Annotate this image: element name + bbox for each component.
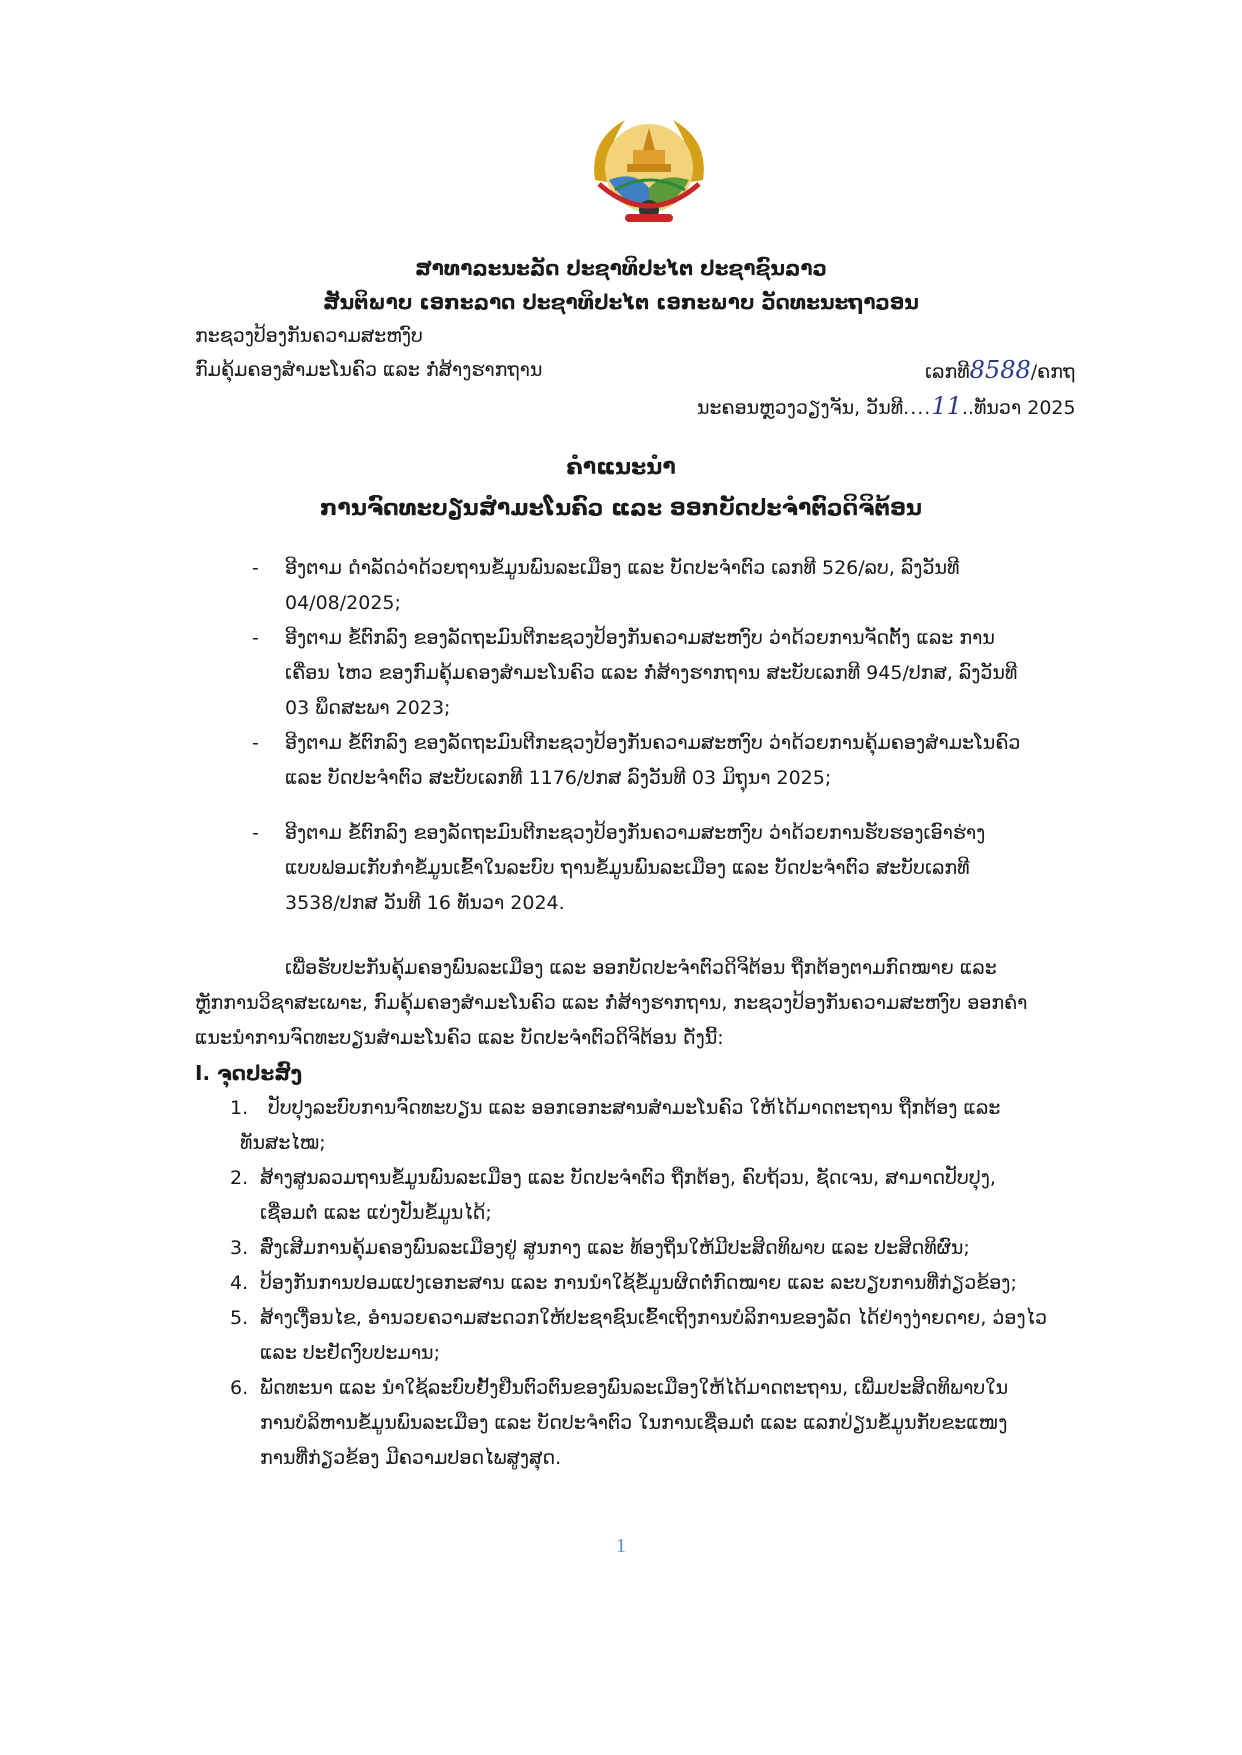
title-line-2: ການຈົດທະບຽນສຳມະໂນຄົວ ແລະ ອອກບັດປະຈຳຕົວດິຈິຕ້ອນ [320,496,922,521]
national-motto: ສັນຕິພາບ ເອກະລາດ ປະຊາທິປະໄຕ ເອກະພາບ ວັດທະນະຖາວອນ [323,290,919,314]
document-date [697,393,1076,421]
objective-line: ພັດທະນາ ແລະ ນຳໃຊ້ລະບົບຢັ້ງຢືນຕົວຕົນຂອງພົນລະເມືອງໃຫ້ໄດ້ມາດຕະຖານ, ເພີ່ມປະສິດທິພາບໃນ [260,1377,1009,1399]
intro-line: ເພື່ອຮັບປະກັນຄຸ້ມຄອງພົນລະເມືອງ ແລະ ອອກບັດປະຈຳຕົວດິຈິຕ້ອນ ຖືກຕ້ອງຕາມກົດໝາຍ ແລະ [285,957,997,979]
reference-line: ອີງຕາມ ຂໍ້ຕົກລົງ ຂອງລັດຖະມົນຕີກະຊວງປ້ອງກັນຄວາມສະຫງົບ ວ່າດ້ວຍການຈັດຕັ້ງ ແລະ ການ [285,627,995,649]
number-suffix: /ຄກຖ [1030,361,1076,383]
section-heading: I. ຈຸດປະສົງ [195,1061,303,1085]
objective-line: ສ້າງສູນລວມຖານຂໍ້ມູນພົນລະເມືອງ ແລະ ບັດປະຈຳຕົວ ຖືກຕ້ອງ, ຄົບຖ້ວນ, ຊັດເຈນ, ສາມາດປັບປຸງ, [260,1167,996,1189]
item-number: 3. [230,1237,249,1259]
date-prefix: ນະຄອນຫຼວງວຽງຈັນ, ວັນທີ [697,397,904,419]
reference-dash: - [252,732,259,754]
title-line-1: ຄຳແນະນຳ [566,455,676,480]
item-number: 5. [230,1307,249,1329]
number-label: ເລກທີ [925,361,970,383]
ministry-name: ກະຊວງປ້ອງກັນຄວາມສະຫງົບ [195,325,423,347]
intro-line: ຫຼັກການວິຊາສະເພາະ, ກົມຄຸ້ມຄອງສຳມະໂນຄົວ ແລະ ກໍ່ສ້າງຮາກຖານ, ກະຊວງປ້ອງກັນຄວາມສະຫງົບ ອອກຄຳ [195,992,1028,1014]
objective-line: ປ້ອງກັນການປອມແປງເອກະສານ ແລະ ການນຳໃຊ້ຂໍ້ມູນຜິດຕໍ່ກົດໝາຍ ແລະ ລະບຽບການທີ່ກ່ຽວຂ້ອງ; [260,1272,1017,1294]
national-emblem-icon [585,110,713,228]
reference-dash: - [252,822,259,844]
objective-line: ການບໍລິຫານຂໍ້ມູນພົນລະເມືອງ ແລະ ບັດປະຈຳຕົວ ໃນການເຊື່ອມຕໍ່ ແລະ ແລກປ່ຽນຂໍ້ມູນກັບຂະແໜງ [260,1412,1008,1434]
objective-line: ປັບປຸງລະບົບການຈົດທະບຽນ ແລະ ອອກເອກະສານສຳມະໂນຄົວ ໃຫ້ໄດ້ມາດຕະຖານ ຖືກຕ້ອງ ແລະ [268,1097,1001,1119]
reference-line: 03 ພຶດສະພາ 2023; [285,697,451,719]
handwritten-day: 11 [931,392,962,420]
reference-line: ແບບຟອມເກັບກຳຂໍ້ມູນເຂົ້າໃນລະບົບ ຖານຂໍ້ມູນພົນລະເມືອງ ແລະ ບັດປະຈຳຕົວ ສະບັບເລກທີ [285,857,970,879]
date-suffix: ..ທັນວາ 2025 [961,397,1076,419]
objective-line: ເຊື່ອມຕໍ່ ແລະ ແບ່ງປັນຂໍ້ມູນໄດ້; [260,1202,492,1224]
reference-line: ອີງຕາມ ຂໍ້ຕົກລົງ ຂອງລັດຖະມົນຕີກະຊວງປ້ອງກັນຄວາມສະຫງົບ ວ່າດ້ວຍການຄຸ້ມຄອງສຳມະໂນຄົວ [285,732,1021,754]
item-number: 4. [230,1272,249,1294]
objective-line: ທັນສະໄໝ; [240,1132,326,1154]
objective-line: ສົ່ງເສີມການຄຸ້ມຄອງພົນລະເມືອງຢູ່ ສູນກາງ ແລະ ທ້ອງຖິ່ນໃຫ້ມີປະສິດທິພາບ ແລະ ປະສິດທິຜົນ; [260,1237,970,1259]
page-number: 1 [616,1535,626,1557]
reference-line: ເຄື່ອນ ໄຫວ ຂອງກົມຄຸ້ມຄອງສຳມະໂນຄົວ ແລະ ກໍ່ສ້າງຮາກຖານ ສະບັບເລກທີ 945/ປກສ, ລົງວັນທີ [285,662,1018,684]
objective-line: ແລະ ປະຢັດງົບປະມານ; [260,1342,440,1364]
objective-line: ສ້າງເງື່ອນໄຂ, ອຳນວຍຄວາມສະດວກໃຫ້ປະຊາຊົນເຂົ້າເຖິງການບໍລິການຂອງລັດ ໄດ້ຢ່າງງ່າຍດາຍ, ວ່ອງໄວ [260,1307,1047,1329]
handwritten-number: 8588 [969,356,1031,384]
reference-line: ອີງຕາມ ດຳລັດວ່າດ້ວຍຖານຂໍ້ມູນພົນລະເມືອງ ແລະ ບັດປະຈຳຕົວ ເລກທີ 526/ລບ, ລົງວັນທີ [285,557,960,579]
country-name: ສາທາລະນະລັດ ປະຊາທິປະໄຕ ປະຊາຊົນລາວ [415,256,827,280]
reference-dash: - [252,557,259,579]
reference-line: ອີງຕາມ ຂໍ້ຕົກລົງ ຂອງລັດຖະມົນຕີກະຊວງປ້ອງກັນຄວາມສະຫງົບ ວ່າດ້ວຍການຮັບຮອງເອົາຮ່າງ [285,822,986,844]
document-number [925,357,1075,385]
item-number: 1. [230,1097,249,1119]
department-name: ກົມຄຸ້ມຄອງສຳມະໂນຄົວ ແລະ ກໍ່ສ້າງຮາກຖານ [195,359,543,381]
item-number: 6. [230,1377,249,1399]
date-dots: .... [903,397,932,419]
reference-dash: - [252,627,259,649]
reference-line: 04/08/2025; [285,592,401,614]
reference-line: 3538/ປກສ ວັນທີ 16 ທັນວາ 2024. [285,892,565,914]
item-number: 2. [230,1167,249,1189]
reference-line: ແລະ ບັດປະຈຳຕົວ ສະບັບເລກທີ 1176/ປກສ ລົງວັນທີ 03 ມິຖຸນາ 2025; [285,767,832,789]
objective-line: ການທີ່ກ່ຽວຂ້ອງ ມີຄວາມປອດໄພສູງສຸດ. [260,1447,562,1469]
intro-line: ແນະນຳການຈົດທະບຽນສຳມະໂນຄົວ ແລະ ບັດປະຈຳຕົວດິຈິຕ້ອນ ດັ່ງນີ້: [195,1027,724,1049]
